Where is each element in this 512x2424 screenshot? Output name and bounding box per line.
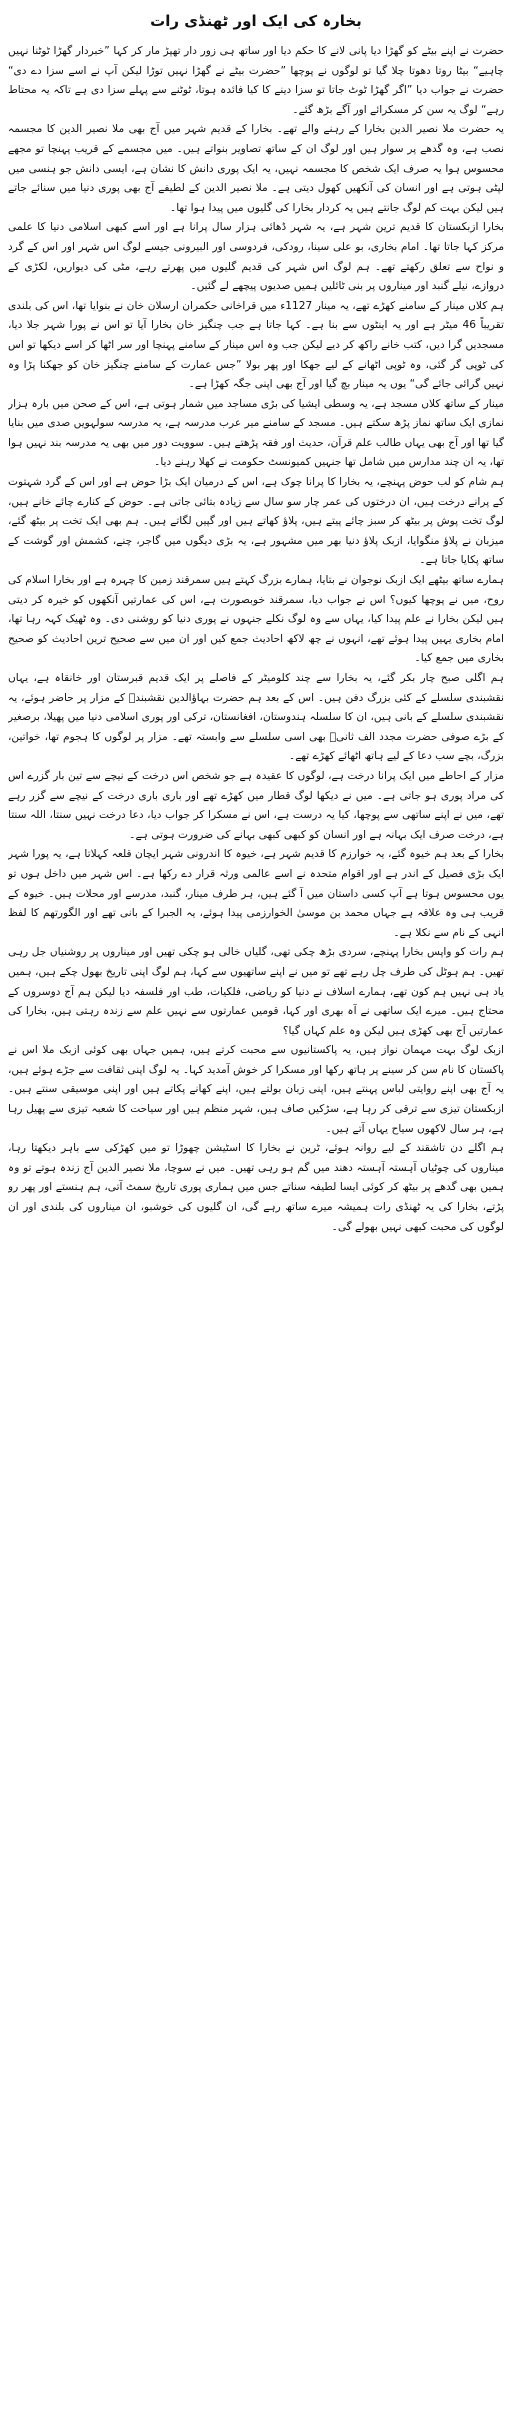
paragraph: ہم اگلی صبح چار بکر گئے، یہ بخارا سے چند کلومیٹر کے فاصلے پر ایک قدیم قبرستان اور خانقاہ ہے، یہاں نقشبندی سلسلے کے کئی بزرگ دفن ہیں۔ اس کے بعد ہم حضرت بہاؤالدین نقشبندؒ کے مزار پر حاضر ہوئے، یہ نقشبندی سلسلے کے بانی ہیں، ان کا سلسلہ ہندوستان، افغانستان، ترکی اور پوری اسلامی دنیا میں پھیلا، برصغیر کے بڑے صوفی حضرت مجدد الف ثانیؒ بھی اسی سلسلے سے وابستہ تھے۔ مزار پر لوگوں کا ہجوم تھا، خواتین، بزرگ، بچے سب دعا کے لیے ہاتھ اٹھائے کھڑے تھے۔ [8,672,504,763]
article-title: بخارہ کی ایک اور ٹھنڈی رات [150,12,362,30]
paragraph: ہم رات کو واپس بخارا پہنچے، سردی بڑھ چکی تھی، گلیاں خالی ہو چکی تھیں اور میناروں پر روشنیاں جل رہی تھیں۔ ہم ہوٹل کی طرف چل رہے تھے تو میں نے اپنے ساتھیوں سے کہا، ہم لوگ اپنی تاریخ بھول چکے ہیں، ہمیں یاد ہی نہیں ہم کون تھے، ہمارے اسلاف نے دنیا کو ریاضی، فلکیات، طب اور فلسفہ دیا لیکن ہم آج دوسروں کے محتاج ہیں۔ میرے ایک ساتھی نے آہ بھری اور کہا، قومیں عمارتوں سے نہیں علم سے زندہ رہتی ہیں، بخارا کی عمارتیں آج بھی کھڑی ہیں لیکن وہ علم کہاں گیا؟ [8,946,504,1037]
article-body [8,42,504,2412]
paragraph: یہ حضرت ملا نصیر الدین بخارا کے رہنے والے تھے۔ بخارا کے قدیم شہر میں آج بھی ملا نصیر الدین کا مجسمہ نصب ہے، وہ گدھے پر سوار ہیں اور لوگ ان کے ساتھ تصاویر بنواتے ہیں۔ میں مجسمے کے قریب پہنچا تو مجھے محسوس ہوا یہ صرف ایک شخص کا مجسمہ نہیں، یہ ایک پوری دانش کا نشان ہے، ایسی دانش جو ہنسی میں لپٹی ہوتی ہے اور انسان کی آنکھیں کھول دیتی ہے۔ ملا نصیر الدین کے لطیفے آج بھی پوری دنیا میں سنائے جاتے ہیں لیکن بہت کم لوگ جانتے ہیں یہ کردار بخارا کی گلیوں میں پیدا ہوا تھا۔ [8,123,504,214]
paragraph: مزار کے احاطے میں ایک پرانا درخت ہے، لوگوں کا عقیدہ ہے جو شخص اس درخت کے نیچے سے تین بار گزرے اس کی مراد پوری ہو جاتی ہے۔ میں نے دیکھا لوگ قطار میں کھڑے تھے اور باری باری درخت کے نیچے سے گزر رہے تھے، میں نے اپنے ساتھی سے پوچھا، کیا یہ درست ہے، اس نے مسکرا کر جواب دیا، دعا درخت نہیں سنتا، اللہ سنتا ہے، درخت صرف ایک بہانہ ہے اور انسان کو کبھی کبھی بہانے کی ضرورت ہوتی ہے۔ [8,769,504,841]
paragraph: حضرت نے اپنے بیٹے کو گھڑا دیا پانی لانے کا حکم دیا اور ساتھ ہی زور دار تھپڑ مار کر کہا ”خبردار گھڑا ٹوٹنا نہیں چاہیے“ بیٹا روتا دھوتا چلا گیا تو لوگوں نے پوچھا ”حضرت بیٹے نے گھڑا نہیں توڑا لیکن آپ نے اسے سزا دے دی“ حضرت نے جواب دیا ”اگر گھڑا ٹوٹ جاتا تو سزا دینے کا کیا فائدہ ہوتا، ٹوٹنے سے پہلے سزا دی ہے تاکہ یہ محتاط رہے“ لوگ یہ سن کر مسکرائے اور آگے بڑھ گئے۔ [8,45,504,116]
paragraph: ہمارے ساتھ بیٹھے ایک ازبک نوجوان نے بتایا، ہمارے بزرگ کہتے ہیں سمرقند زمین کا چہرہ ہے اور بخارا اسلام کی روح، میں نے پوچھا کیوں؟ اس نے جواب دیا، سمرقند خوبصورت ہے، اس کی عمارتیں آنکھوں کو خیرہ کر دیتی ہیں لیکن بخارا نے علم پیدا کیا، یہاں سے وہ لوگ نکلے جنہوں نے پوری دنیا کو روشنی دی۔ وہ ٹھیک کہہ رہا تھا، امام بخاری یہیں پیدا ہوئے تھے، انہوں نے چھ لاکھ احادیث جمع کیں اور ان میں سے صحیح ترین احادیث کو صحیح بخاری میں جمع کیا۔ [8,574,504,665]
paragraph: بخارا کے بعد ہم خیوہ گئے، یہ خوارزم کا قدیم شہر ہے، خیوہ کا اندرونی شہر ایچان قلعہ کہلاتا ہے، یہ پورا شہر ایک بڑی فصیل کے اندر ہے اور اقوام متحدہ نے اسے عالمی ورثہ قرار دے رکھا ہے۔ اس شہر میں داخل ہوں تو یوں محسوس ہوتا ہے آپ کسی داستان میں آ گئے ہیں، ہر طرف مینار، گنبد، مدرسے اور محلات ہیں۔ خیوہ کے قریب ہی وہ علاقہ ہے جہاں محمد بن موسیٰ الخوارزمی پیدا ہوئے، یہ الجبرا کے بانی تھے اور الگورتھم کا لفظ انہی کے نام سے نکلا ہے۔ [8,848,504,939]
paragraph: مینار کے ساتھ کلاں مسجد ہے، یہ وسطی ایشیا کی بڑی مساجد میں شمار ہوتی ہے، اس کے صحن میں بارہ ہزار نمازی ایک ساتھ نماز پڑھ سکتے ہیں۔ مسجد کے سامنے میر عرب مدرسہ ہے، یہ مدرسہ سولہویں صدی میں بنایا گیا تھا اور آج بھی یہاں طالب علم قرآن، حدیث اور فقہ پڑھتے ہیں۔ سوویت دور میں بھی یہ مدرسہ بند نہیں ہوا تھا، یہ ان چند مدارس میں شامل تھا جنہیں کمیونسٹ حکومت نے کھلا رہنے دیا۔ [8,397,504,469]
paragraph: ہم شام کو لب حوض پہنچے، یہ بخارا کا پرانا چوک ہے، اس کے درمیان ایک بڑا حوض ہے اور اس کے گرد شہتوت کے پرانے درخت ہیں، ان درختوں کی عمر چار سو سال سے زیادہ بتائی جاتی ہے۔ حوض کے کنارے چائے خانے ہیں، لوگ تخت پوش پر بیٹھ کر سبز چائے پیتے ہیں، پلاؤ کھاتے ہیں اور گپیں لگاتے ہیں۔ ہم بھی ایک تخت پر بیٹھ گئے، میزبان نے پلاؤ منگوایا، ازبک پلاؤ دنیا بھر میں مشہور ہے، یہ بڑی دیگوں میں گاجر، چنے، کشمش اور گوشت کے ساتھ پکایا جاتا ہے۔ [8,476,504,567]
article-text [8,42,504,1237]
paragraph: ازبک لوگ بہت مہمان نواز ہیں، یہ پاکستانیوں سے محبت کرتے ہیں، ہمیں جہاں بھی کوئی ازبک ملا اس نے پاکستان کا نام سن کر سینے پر ہاتھ رکھا اور مسکرا کر خوش آمدید کہا۔ یہ لوگ اپنی ثقافت سے جڑے ہوئے ہیں، یہ آج بھی اپنے روایتی لباس پہنتے ہیں، اپنی زبان بولتے ہیں، اپنے کھانے پکاتے ہیں اور اپنی موسیقی سنتے ہیں۔ ازبکستان تیزی سے ترقی کر رہا ہے، سڑکیں صاف ہیں، شہر منظم ہیں اور سیاحت کا شعبہ تیزی سے پھیل رہا ہے، ہر سال لاکھوں سیاح یہاں آتے ہیں۔ [8,1044,504,1135]
paragraph: ہم کلاں مینار کے سامنے کھڑے تھے، یہ مینار 1127ء میں قراخانی حکمران ارسلان خان نے بنوایا تھا، اس کی بلندی تقریباً 46 میٹر ہے اور یہ اینٹوں سے بنا ہے۔ کہا جاتا ہے جب چنگیز خان بخارا آیا تو اس نے پورا شہر جلا دیا، مسجدیں گرا دیں، کتب خانے راکھ کر دیے لیکن جب وہ اس مینار کے سامنے پہنچا اور سر اٹھا کر اسے دیکھا تو اس کی ٹوپی گر گئی، وہ ٹوپی اٹھانے کے لیے جھکا اور پھر بولا ”جس عمارت کے سامنے چنگیز خان کو جھکنا پڑا وہ نہیں گرائی جائے گی“ یوں یہ مینار بچ گیا اور آج بھی اپنی جگہ کھڑا ہے۔ [8,299,504,391]
paragraph: ہم اگلے دن تاشقند کے لیے روانہ ہوئے، ٹرین نے بخارا کا اسٹیشن چھوڑا تو میں کھڑکی سے باہر دیکھتا رہا، میناروں کی چوٹیاں آہستہ آہستہ دھند میں گم ہو رہی تھیں۔ میں نے سوچا، ملا نصیر الدین آج زندہ ہوتے تو وہ ہمیں بھی گدھے پر بیٹھ کر کوئی ایسا لطیفہ سناتے جس میں ہماری پوری تاریخ سمٹ آتی، ہم ہنستے اور پھر رو پڑتے، بخارا کی یہ ٹھنڈی رات ہمیشہ میرے ساتھ رہے گی، ان گلیوں کی خوشبو، ان میناروں کی بلندی اور ان لوگوں کی محبت کبھی نہیں بھولے گی۔ [8,1142,504,1233]
paragraph: بخارا ازبکستان کا قدیم ترین شہر ہے، یہ شہر ڈھائی ہزار سال پرانا ہے اور اسے کبھی اسلامی دنیا کا علمی مرکز کہا جاتا تھا۔ امام بخاری، بو علی سینا، رودکی، فردوسی اور البیرونی جیسے لوگ اس شہر اور اس کے گرد و نواح سے تعلق رکھتے تھے۔ ہم لوگ اس شہر کی قدیم گلیوں میں پھرتے رہے، مٹی کی دیواریں، لکڑی کے دروازے، نیلے گنبد اور میناروں پر بنی ٹائلیں ہمیں صدیوں پیچھے لے گئیں۔ [8,221,504,293]
